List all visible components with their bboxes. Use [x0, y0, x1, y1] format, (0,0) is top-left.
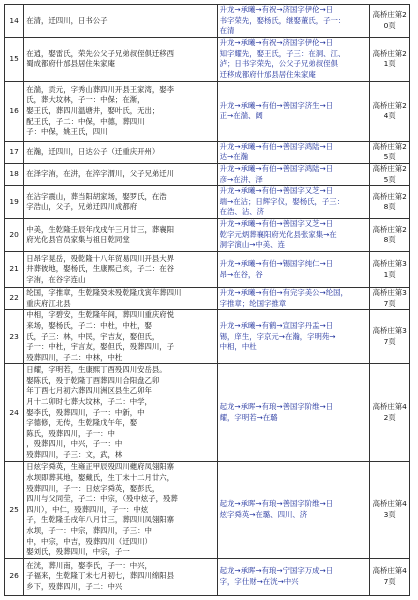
- source-line: 高桥庄: [372, 163, 395, 173]
- lineage-line: 乾字元炳葬襄阳府光化县张家集→在: [219, 229, 337, 239]
- record-line: 月十二卯时七葬大坟林，子二：中学，: [26, 396, 152, 406]
- record-line: 府光化县官员家集与祖日乾同堂: [26, 235, 130, 245]
- lineage-line: 耀，字明若→在璐: [219, 412, 278, 422]
- lineage-line: 端→在沾；日辉字仪，娶杨氏，子三：: [219, 196, 345, 206]
- record-line: 来场，娶杨氏，子二：中杜，中杜，娶: [26, 320, 152, 330]
- row-number: 17: [5, 141, 24, 163]
- lineage-chain: [217, 252, 370, 288]
- lineage-chain: [217, 288, 370, 310]
- person-record: [24, 81, 217, 141]
- lineage-line: 中相，中杜: [219, 342, 257, 352]
- source-line: 第37页: [383, 288, 407, 308]
- record-line: 重庆府江北县: [26, 298, 71, 308]
- lineage-chain: [217, 558, 370, 595]
- lineage-chain: [217, 310, 370, 364]
- table-row: [5, 364, 410, 462]
- lineage-chain: [217, 219, 370, 252]
- row-number: 19: [5, 186, 24, 219]
- record-line: 子一：中杜，宇言友，娶但氏，殁葬四川，子: [26, 342, 175, 352]
- row-number: 22: [5, 288, 24, 310]
- table-row: [5, 141, 410, 163]
- record-line: 中相，字碧安，生乾隆年间，葬四川重庆府悦: [26, 310, 175, 320]
- lineage-line: 在清: [219, 26, 235, 36]
- source-reference: [370, 219, 410, 252]
- person-record: [24, 141, 217, 163]
- source-reference: [370, 310, 410, 364]
- source-line: 高桥庄: [372, 191, 395, 201]
- record-line: 中美，生乾隆壬辰年戊戌午三月廿三，葬襄阳: [26, 224, 175, 234]
- source-reference: [370, 81, 410, 141]
- record-line: 乡下，殁葬四川，子二：中兴: [26, 581, 123, 591]
- table-row: [5, 252, 410, 288]
- record-line: 殁葬四川，子二：中林，中杜: [26, 352, 123, 362]
- lineage-line: 起龙→承晖→有琅→善国字阶维→日: [219, 499, 334, 509]
- source-line: 第28页: [383, 191, 407, 212]
- lineage-line: 升龙→承曦→有伯→善国字鸿陆→日: [219, 163, 334, 173]
- lineage-line: 升龙→承曦→有伯→锡国字纯仁→日: [219, 259, 334, 269]
- lineage-line: 锡，庠生，字京元→在瀚，字明苑→: [219, 331, 336, 341]
- lineage-line: 炫字舜英→在璐、四川、济: [219, 510, 308, 520]
- person-record: [24, 37, 217, 81]
- record-line: 子：中保，姚王氏，四川: [26, 127, 108, 137]
- source-line: 第37页: [383, 326, 407, 346]
- record-line: 子，生乾隆壬戌年八月廿三，葬四川凤翎阳寨: [26, 515, 175, 525]
- record-line: 殁葬四川，子一：日炫字舜英，娶彭氏，: [26, 483, 160, 493]
- source-reference: [370, 163, 410, 185]
- source-line: 第28页: [383, 224, 407, 245]
- record-line: 子福来，生乾隆丁未七月初七，葬四川绵阳县: [26, 571, 175, 581]
- record-line: 中，中宗，中吉，殁葬四川（迁四川）: [26, 536, 152, 546]
- source-line: 第43页: [383, 499, 407, 520]
- person-record: [24, 219, 217, 252]
- source-line: 第31页: [383, 259, 407, 279]
- lineage-line: 起龙→承晖→有琅→善国字阶维→日: [219, 402, 334, 412]
- genealogy-table: [4, 4, 410, 596]
- record-line: 水坝，子一：中宗，葬四川，子三：中: [26, 525, 152, 535]
- row-number: 20: [5, 219, 24, 252]
- lineage-line: 正→在湍、阔: [219, 111, 263, 121]
- source-reference: [370, 252, 410, 288]
- source-reference: [370, 462, 410, 558]
- lineage-line: 迁移成都府什邡县居住朱家庵: [219, 69, 316, 79]
- row-number: 26: [5, 558, 24, 595]
- record-line: 在泽字洧，在汫，在淬字渭川，父子兄弟迁川: [26, 169, 175, 179]
- record-line: 娶陈氏，殁于乾隆丁酉葬四川合阳盘乙卯: [26, 375, 160, 385]
- lineage-chain: [217, 364, 370, 462]
- record-line: 字浩山，父子，兄弟迁四川成都府: [26, 202, 138, 212]
- source-line: 第20页: [383, 10, 407, 30]
- record-line: 水坝即葬其地，娶戴氏，生丁未十二月廿六，: [26, 472, 175, 482]
- record-line: 娶李氏，殁葬四川，子一：中新，中: [26, 407, 145, 417]
- record-line: 年丁酉七月初六葬四川洲区县生乙卯年: [26, 386, 152, 396]
- source-line: 第24页: [383, 100, 407, 121]
- record-line: 在瀚，迁四川，日达公子（迁重庆开州）: [26, 147, 160, 157]
- person-record: [24, 310, 217, 364]
- row-number: 21: [5, 252, 24, 288]
- person-record: [24, 462, 217, 558]
- table-row: [5, 462, 410, 558]
- row-number: 23: [5, 310, 24, 364]
- lineage-chain: [217, 163, 370, 185]
- lineage-line: 泸；日书字荣先，公父子兄弟叔侄俱: [219, 59, 338, 69]
- row-number: 18: [5, 163, 24, 185]
- record-line: 字洧，在谷字连山: [26, 274, 86, 284]
- lineage-line: 洞字演山→中美、连: [219, 240, 285, 250]
- lineage-line: 字推章；纶国字推章: [219, 298, 287, 308]
- record-line: 日炫字舜英，生雍正甲辰殁四川夔府凤翎阳寨: [26, 462, 175, 472]
- source-line: 高桥庄: [372, 10, 395, 20]
- table-row: [5, 219, 410, 252]
- person-record: [24, 364, 217, 462]
- lineage-line: 升龙→承曦→有伯→有完字美公→纶国，: [219, 288, 348, 298]
- source-reference: [370, 5, 410, 38]
- record-line: ，殁葬四川，中兴，子一：中: [26, 439, 123, 449]
- table-row: [5, 558, 410, 595]
- record-line: 四川），中仁，殁葬四川，子一：中炫: [26, 504, 149, 514]
- lineage-line: 升龙→承曦→有祝→济国字伊伦→日: [219, 5, 334, 14]
- record-line: 纶国，字推章，生乾隆癸未殁乾隆戊寅年葬四川: [26, 288, 182, 298]
- record-line: 在洸，葬川南，娶李氏，子一：中兴，: [26, 560, 152, 570]
- lineage-chain: [217, 186, 370, 219]
- table-row: [5, 81, 410, 141]
- source-reference: [370, 37, 410, 81]
- table-row: [5, 310, 410, 364]
- source-line: 第42页: [383, 402, 407, 422]
- lineage-chain: [217, 462, 370, 558]
- lineage-line: 字，字仕财→在洸→中兴: [219, 576, 299, 586]
- record-line: 氏，子三：林，中民，宇吉友，娶但氏，: [26, 331, 160, 341]
- record-line: 日昂字晃岳，殁乾隆十八年贸易四川开县大界: [26, 253, 175, 263]
- lineage-line: 达→在瀚: [219, 152, 249, 162]
- source-line: 高桥庄: [372, 224, 395, 234]
- record-line: 蜀成都府什邡县居住朱家庵: [26, 59, 115, 69]
- record-line: 陈氏，殁葬四川，子一：中: [26, 428, 115, 438]
- record-line: 在沾字震山，葬当阳胡家场，娶罗氏，在浩: [26, 191, 167, 201]
- person-record: [24, 186, 217, 219]
- lineage-chain: [217, 5, 370, 38]
- lineage-line: 升龙→承曦→有伯→善国字又芝→日: [219, 219, 334, 229]
- row-number: 16: [5, 81, 24, 141]
- lineage-line: 书字荣先，娶杨氏，继娶董氏，子一：: [219, 15, 346, 25]
- record-line: 氏，葬大坟林，子一：中保；在渐，: [26, 95, 145, 105]
- row-number: 15: [5, 37, 24, 81]
- source-line: 第47页: [383, 566, 407, 586]
- record-line: 日耀，字明若，生康熙丁酉殁四川安岳县。: [26, 365, 167, 375]
- source-reference: [370, 364, 410, 462]
- source-reference: [370, 186, 410, 219]
- lineage-chain: [217, 81, 370, 141]
- table-row: [5, 163, 410, 185]
- source-line: 高桥庄: [372, 288, 395, 298]
- source-line: 高桥庄: [372, 100, 395, 110]
- lineage-line: 升龙→承曦→有伯→善国字又芝→日: [219, 186, 334, 196]
- source-reference: [370, 558, 410, 595]
- source-line: 第25页: [383, 141, 407, 162]
- table-row: [5, 186, 410, 219]
- table-row: [5, 37, 410, 81]
- row-number: 25: [5, 462, 24, 558]
- record-line: 殁葬四川，子三：文，武，林: [26, 449, 123, 459]
- lineage-line: 在浩、沾、济: [219, 207, 264, 217]
- lineage-line: 升龙→承曦→有鹤→宣国字丹盂→日: [219, 320, 334, 330]
- record-line: 在湍，贡元，字秀山葬四川开县王家湾，娶李: [26, 84, 175, 94]
- lineage-line: 彦→在汫、泽: [219, 174, 263, 184]
- source-line: 高桥庄: [372, 402, 395, 412]
- person-record: [24, 252, 217, 288]
- person-record: [24, 163, 217, 185]
- lineage-line: 知字耀先，娶王氏，子三：在洞、江、: [219, 48, 346, 58]
- record-line: 娶王氏，葬四川温塘井，娶叶氏，无出；: [26, 105, 160, 115]
- person-record: [24, 558, 217, 595]
- source-line: 高桥庄: [372, 141, 395, 151]
- row-number: 24: [5, 364, 24, 462]
- source-reference: [370, 288, 410, 310]
- lineage-line: 起龙→承晖→有琅→宁国字万成→日: [219, 566, 334, 576]
- row-number: 14: [5, 5, 24, 38]
- source-line: 高桥庄: [372, 499, 395, 509]
- source-line: 第25页: [383, 163, 407, 184]
- record-line: 字德修，无传，生乾隆戊午年，娶: [26, 418, 138, 428]
- person-record: [24, 288, 217, 310]
- record-line: 娶刘氏，殁葬四川，中宗，子一: [26, 547, 130, 557]
- record-line: 在逍，娶雷氏，荣先公父子兄弟叔侄俱迁移西: [26, 48, 175, 58]
- record-line: 在清，迁四川，日书公子: [26, 15, 108, 25]
- source-line: 第21页: [383, 48, 407, 69]
- source-line: 高桥庄: [372, 566, 395, 576]
- lineage-chain: [217, 37, 370, 81]
- table-row: [5, 5, 410, 38]
- record-line: 四川与父同茔，子二：中宗，（殁中炫子，殁葬: [26, 494, 178, 504]
- record-line: 井葬彼地，娶杨氏，生康熙己亥，子二：在谷: [26, 264, 175, 274]
- source-reference: [370, 141, 410, 163]
- source-line: 高桥庄: [372, 326, 395, 336]
- lineage-chain: [217, 141, 370, 163]
- lineage-line: 升龙→承曦→有祝→济国字伊伦→日: [219, 38, 334, 48]
- source-line: 高桥庄: [372, 259, 395, 269]
- lineage-line: 昂→在谷，谷: [219, 269, 263, 279]
- person-record: [24, 5, 217, 38]
- lineage-line: 升龙→承曦→有伯→善国字济生→日: [219, 100, 334, 110]
- record-line: 配王氏，子二：中保，中德，葬四川: [26, 116, 145, 126]
- table-body: [5, 5, 410, 596]
- source-line: 高桥庄: [372, 48, 395, 58]
- table-row: [5, 288, 410, 310]
- lineage-line: 升龙→承曦→有伯→善国字鸿陆→日: [219, 141, 334, 151]
